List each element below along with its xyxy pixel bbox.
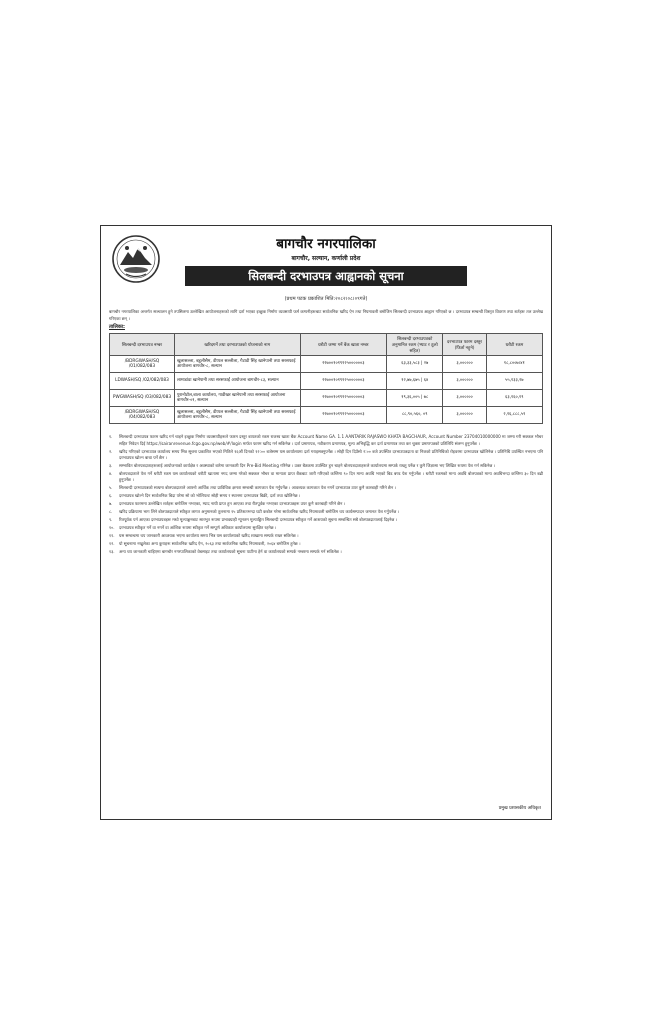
list-item: ११. यस सम्बन्धमा थप जानकारी आवश्यक भएमा कार्यालय समय भित्र यस कार्यालयको खरिद शाखामा सम्पर्क राख्न सकिनेछ ।: [109, 533, 299, 539]
cell-estimate: ६३,३३,५८३ | २७: [387, 356, 443, 373]
cell-project-name: खुलासल्ला, बडुलीसैम, डीप्पल सल्लीला, गैटाडी सिंह खानेपानी तथा सरसफाई आयोजना बागचौर-८, सल्यान: [174, 407, 300, 424]
cell-form-fee: ३,०००।००: [443, 390, 486, 407]
cell-form-fee: ३,०००।००: [443, 373, 486, 390]
intro-paragraph: बागचौर नगरपालिका अन्तर्गत सञ्चालन हुने तपसिलमा उल्लेखित आयोजनाहरूको लागि दर्ता भएका इच्छुक निर्माण व्यवसायी फर्म कम्पनीहरूबाट सार्वजनिक खरिद ऐन तथा नियमावली बमोजिम सिलबन्दी दरभाउपत्र आह्वान गरिएको छ । दरभाउपत्र सम्बन्धी विस्तृत विवरण तथा शर्तहरू तल उल्लेख गरिएका छन् ।: [109, 309, 543, 321]
cell-estimate: १९,३६,००५ | ७८: [387, 390, 443, 407]
list-item: २. खरिद गरिएको दरभाउपत्र कार्यालय समय भित्र सूचना प्रकाशित भएको मितिले १६औं दिनको १२:०० बजेसम्म यस कार्यालयमा दर्ता गराइसक्नुपर्नेछ । सोही दिन दिउँसो २:०० बजे उपस्थित दरभाउपत्रदाता वा निजको प्रतिनिधिको रोहवरमा दरभाउपत्र खोलिनेछ । प्रतिनिधि उपस्थित नभएमा पनि दरभाउपत्र खोल्न बाधा पर्ने छैन ।: [109, 448, 543, 460]
list-item: ५. सिलबन्दी दरभाउपत्रको साथमा बोलपत्रदाताले आफ्नो आर्थिक तथा प्राविधिक क्षमता सम्बन्धी कागजात पेश गर्नुपर्नेछ । आवश्यक कागजात पेश नगर्ने दरभाउपत्र उपर कुनै कारबाही गरिने छैन ।: [109, 485, 397, 491]
cell-tender-number: PWGWASH/SQ /03/082/083: [110, 390, 175, 407]
cell-bid-security: १८,८००७।४१: [486, 356, 542, 373]
procurement-table: [109, 333, 543, 424]
cell-project-name: लामाडांडा खानेपानी तथा सरसफाई आयोजना बागचौर-८३, सल्यान: [174, 373, 300, 390]
cell-project-name: पुरानोटोल,बाला कार्यालय, गाडीखर खानेपानी तथा सरसफाई आयोजना बागचौर-०१, सल्यान: [174, 390, 300, 407]
notice-title: सिलबन्दी दरभाउपत्र आह्वानको सूचना: [185, 266, 467, 286]
cell-tender-number: LDWASH/SQ /02/082/083: [110, 373, 175, 390]
header-bank-account: धरौटी जम्मा गर्ने बैंक खाता नम्बर: [300, 334, 387, 356]
schedule-label: तालिका:: [109, 324, 125, 331]
cell-form-fee: ३,०००।००: [443, 356, 486, 373]
municipality-name: बागचौर नगरपालिका: [276, 236, 376, 252]
cell-bank-account: २२७००१०१९१२५००००००३: [300, 373, 387, 390]
list-item: १२. यो सूचनामा नखुलेका अन्य कुराहरू सार्वजनिक खरिद ऐन, २०६३ तथा सार्वजनिक खरिद नियमावली, २०६४ बमोजिम हुनेछ ।: [109, 541, 301, 547]
header-tender-number: सिलबन्दी दरभाउपत्र नम्बर: [110, 334, 175, 356]
list-item: ८. खरिद प्रक्रियामा भाग लिने बोलपत्रदाताले स्वीकृत लागत अनुमानको तुलनामा १५ प्रतिशतभन्दा घटी कबोल गरेमा सार्वजनिक खरिद नियमावली बमोजिम थप कार्यसम्पादन जमानत पेश गर्नुपर्नेछ ।: [109, 509, 400, 515]
tender-notice: [100, 225, 552, 820]
cell-project-name: खुलासल्ला, बडुलीसैम, डीप्पल सल्लीला, गैटाडी सिंह खानेपानी तथा सरसफाई आयोजना बागचौर-८, सल्यान: [174, 356, 300, 373]
table-header-row: [110, 334, 543, 356]
table-row: [110, 407, 543, 424]
list-item: ९. रितपूर्वक पर्न आएका दरभाउपत्रहरू मध्ये मूल्याङ्कनबाट सारभूत रूपमा प्रभावग्राही न्यूनतम मूल्याङ्कित सिलबन्दी दरभाउपत्र स्वीकृत गर्ने आशयको सूचना सम्बन्धित सबै बोलपत्रदातालाई दिइनेछ ।: [109, 517, 398, 523]
list-item: ७. दरभाउपत्र फारममा उल्लेखित शर्तहरू बमोजिम नभएका, म्याद नाघी प्राप्त हुन आएका तथा रीतपूर्वक नभएका दरभाउपत्रहरू उपर कुनै कारबाही गरिने छैन ।: [109, 501, 346, 507]
header-form-fee: दरभाउपत्र फारम दस्तुर (फिर्ता नहुने): [443, 334, 486, 356]
cell-bid-security: ५५,१३३,२७: [486, 373, 542, 390]
cell-bid-security: ६३,१६०,१९: [486, 390, 542, 407]
signature-line: प्रमुख प्रशासकीय अधिकृत: [498, 806, 541, 811]
header-project-name: खरिदगर्ने तथा दरभाउपत्रको योजनाको नाम: [174, 334, 300, 356]
cell-bank-account: २२७००१०१९१२५००००००३: [300, 390, 387, 407]
notice-header: [101, 226, 551, 292]
list-item: १०. दरभाउपत्र स्वीकृत गर्ने वा नगर्ने वा आंशिक रूपमा स्वीकृत गर्ने सम्पूर्ण अधिकार कार्यालयमा सुरक्षित रहनेछ ।: [109, 525, 277, 531]
list-item: १. सिलबन्दी दरभाउपत्र फारम खरिद गर्न चाहने इच्छुक निर्माण व्यवसायीहरूले फारम दस्तुर बापतको रकम राजस्व खाता बैंक Account Name GA. 1.1 AANTARIK RAJASWO KHATA BAGCHAUR, Account Number 23704010000000 मा जम्मा गरी सक्कल भौचर सहित निवेदन दिई https://sairanrevenue.fcgo.gov.np/web/#/login मार्फत फारम खरिद गर्न सकिनेछ । दर्ता प्रमाणपत्र, नवीकरण प्रमाणपत्र, मूल्य अभिवृद्धि कर दर्ता प्रमाणपत्र तथा कर चुक्ता प्रमाणपत्रको प्रतिलिपि संलग्न हुनुपर्नेछ ।: [109, 434, 543, 446]
list-item: ४. बोलपत्रदाताले पेश गर्ने धरौटी रकम यस कार्यालयको धरौटी खातामा नगद जम्मा गरेको सक्कल भौचर वा मान्यता प्राप्त बैंकबाट जारी गरिएको कम्तिमा ९० दिन मान्य अवधि भएको बिड बण्ड पेश गर्नुपर्नेछ । धरौटी रकमको मान्य अवधि बोलपत्रको मान्य अवधिभन्दा कम्तिमा ३० दिन बढी हुनुपर्नेछ ।: [109, 471, 543, 483]
cell-tender-number: /BDRGWASH/SQ /01/082/083: [110, 356, 175, 373]
header-estimate: सिलबन्दी दरभाउपत्रको अनुमानित रकम (भ्याट र ठूलो सहित): [387, 334, 443, 356]
header-bid-security: धरौटी रकम: [486, 334, 542, 356]
list-item: १३. अन्य थप जानकारी चाहिएमा बागचौर नगरपालिकाको वेबसाइट तथा कार्यालयको सूचना पाटीमा हेर्न वा कार्यालयको सम्पर्क नम्बरमा सम्पर्क गर्न सकिनेछ ।: [109, 549, 342, 555]
cell-tender-number: /BDRGWASH/SQ /04/082/083: [110, 407, 175, 424]
table-row: [110, 390, 543, 407]
terms-list: [109, 434, 543, 556]
cell-bank-account: २२७००१०१९१२५००००००३: [300, 356, 387, 373]
cell-bank-account: २२७००१०१९१२५००००००३: [300, 407, 387, 424]
cell-form-fee: ३,०००।००: [443, 407, 486, 424]
list-item: ६. दरभाउपत्र खोल्ने दिन सार्वजनिक बिदा परेमा सो को भोलिपल्ट सोही समय र स्थानमा दरभाउपत्र बिक्री, दर्ता तथा खोलिनेछ ।: [109, 493, 301, 499]
list-item: ३. सम्भावित बोलपत्रदाताहरूलाई आयोजनाको कार्यक्षेत्र र अवस्थाको बारेमा जानकारी दिन Pre-Bid Meeting गरिनेछ । उक्त बैठकमा उपस्थित हुन चाहने बोलपत्रदाताहरूले कार्यालयमा सम्पर्क राख्नु पर्नेछ र कुनै जिज्ञासा भए लिखित रूपमा पेश गर्न सकिनेछ ।: [109, 463, 496, 468]
publication-date: (प्रथम पटक प्रकाशित मिति:२०८२।०८।०९गते): [284, 296, 368, 302]
municipality-address: बागचौर, सल्यान, कर्णाली प्रदेश: [291, 255, 361, 262]
cell-estimate: ८८,९०,५६०, ०९: [387, 407, 443, 424]
table-row: [110, 373, 543, 390]
cell-estimate: १२,७७,६७५ | ६४: [387, 373, 443, 390]
table-row: [110, 356, 543, 373]
cell-bid-security: २,१६,८८८,५१: [486, 407, 542, 424]
